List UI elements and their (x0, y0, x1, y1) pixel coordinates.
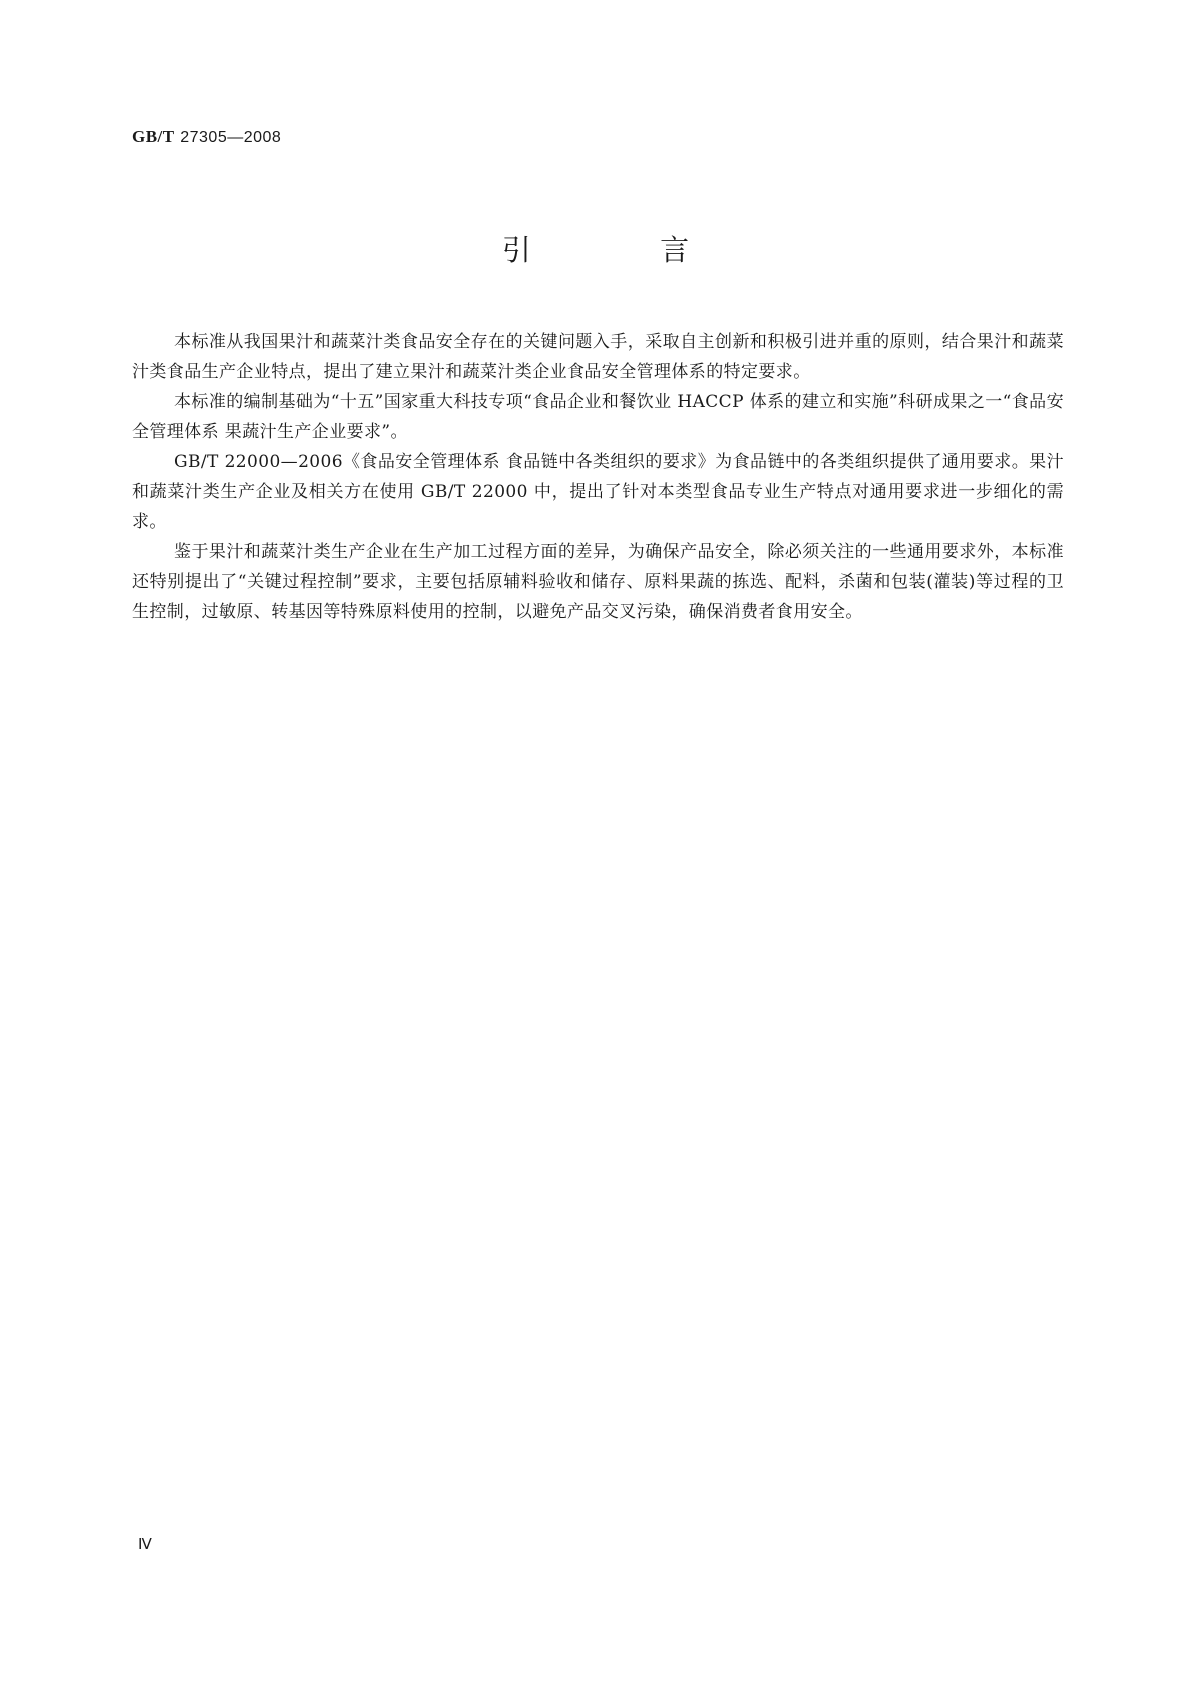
paragraph-2: 本标准的编制基础为“十五”国家重大科技专项“食品企业和餐饮业 HACCP 体系的建立和实施”科研成果之一“食品安全管理体系 果蔬汁生产企业要求”。 (132, 392, 1064, 442)
paragraph-3: GB/T 22000—2006《食品安全管理体系 食品链中各类组织的要求》为食品链中的各类组织提供了通用要求。果汁和蔬菜汁类生产企业及相关方在使用 GB/T 22000 中，提出了针对本类型食品专业生产特点对通用要求进一步细化的需求。 (132, 452, 1064, 532)
page-title: 引 言 (501, 233, 750, 267)
paragraph-1: 本标准从我国果汁和蔬菜汁类食品安全存在的关键问题入手，采取自主创新和积极引进并重的原则，结合果汁和蔬菜汁类食品生产企业特点，提出了建立果汁和蔬菜汁类企业食品安全管理体系的特定要求。 (132, 332, 1064, 382)
standard-code-number: 27305—2008 (180, 129, 282, 146)
standard-code-prefix: GB/T (132, 127, 175, 146)
standard-code (132, 127, 281, 147)
document-body (132, 327, 1064, 627)
page-number: Ⅳ (138, 1537, 152, 1553)
paragraph-4: 鉴于果汁和蔬菜汁类生产企业在生产加工过程方面的差异，为确保产品安全，除必须关注的一些通用要求外，本标准还特别提出了“关键过程控制”要求，主要包括原辅料验收和储存、原料果蔬的拣选、配料，杀菌和包装(灌装)等过程的卫生控制，过敏原、转基因等特殊原料使用的控制，以避免产品交叉污染，确保消费者食用安全。 (132, 542, 1064, 622)
